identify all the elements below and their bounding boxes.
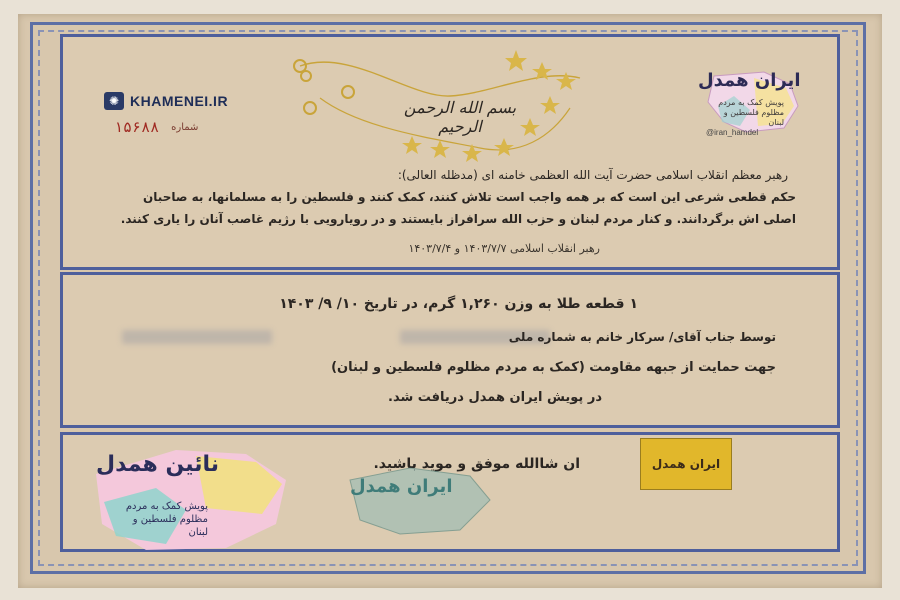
iran-hamdel-handle: @iran_hamdel xyxy=(706,128,759,137)
receipt-received-line: در پویش ایران همدل دریافت شد. xyxy=(388,390,602,405)
center-stamp-map-icon xyxy=(330,460,500,540)
bismillah-text: بسم الله الرحمن الرحیم xyxy=(403,98,517,136)
receipt-purpose-line: جهت حمایت از جبهه مقاومت (کمک به مردم مظلوم فلسطین و لبنان) xyxy=(331,360,776,375)
naein-hamdel-desc: پویش کمک به مردم مظلوم فلسطین و لبنان xyxy=(125,501,208,538)
receipt-donor-line: توسط جناب آقای/ سرکار خانم به شماره ملی xyxy=(508,330,776,344)
iran-hamdel-title: ایران همدل xyxy=(698,70,801,91)
naein-hamdel-title: نائین همدل xyxy=(96,452,220,477)
quote-signature: رهبر انقلاب اسلامی ۱۴۰۳/۷/۷ و ۱۴۰۳/۷/۴ xyxy=(408,242,600,255)
yellow-stamp-badge xyxy=(640,438,732,490)
khamenei-logo xyxy=(104,92,244,110)
center-stamp-text: ایران همدل xyxy=(350,476,453,497)
quote-line-2: اصلی اش برگردانند. و کنار مردم لبنان و حزب الله سرافراز بایستند و در رویارویی با رژیم غاصب آنان را یاری کنند. xyxy=(120,212,796,226)
serial-label: شماره xyxy=(171,121,199,133)
receipt-amount-line: ۱ قطعه طلا به وزن ۱,۲۶۰ گرم، در تاریخ ۱۰/ ۹/ ۱۴۰۳ xyxy=(279,296,638,312)
yellow-stamp-text: ایران همدل xyxy=(651,457,721,471)
iran-hamdel-desc: پویش کمک به مردم مظلوم فلسطین و لبنان xyxy=(718,98,784,127)
closing-text: ان شاالله موفق و موید باشید. xyxy=(373,456,580,472)
khamenei-site: KHAMENEI.IR xyxy=(130,93,229,109)
quote-line-1: حکم قطعی شرعی این است که بر همه واجب است تلاش کنند، کمک کنند و فلسطین را به مسلمانها، به صاحبان xyxy=(143,190,796,204)
leader-quote-heading: رهبر معظم انقلاب اسلامی حضرت آیت الله العظمی خامنه ای (مدظله العالی): xyxy=(397,168,788,182)
serial-number: ۱۵۶۸۸ xyxy=(114,118,160,136)
serial-block xyxy=(114,118,198,136)
khamenei-emblem-icon: ✺ xyxy=(104,92,124,110)
